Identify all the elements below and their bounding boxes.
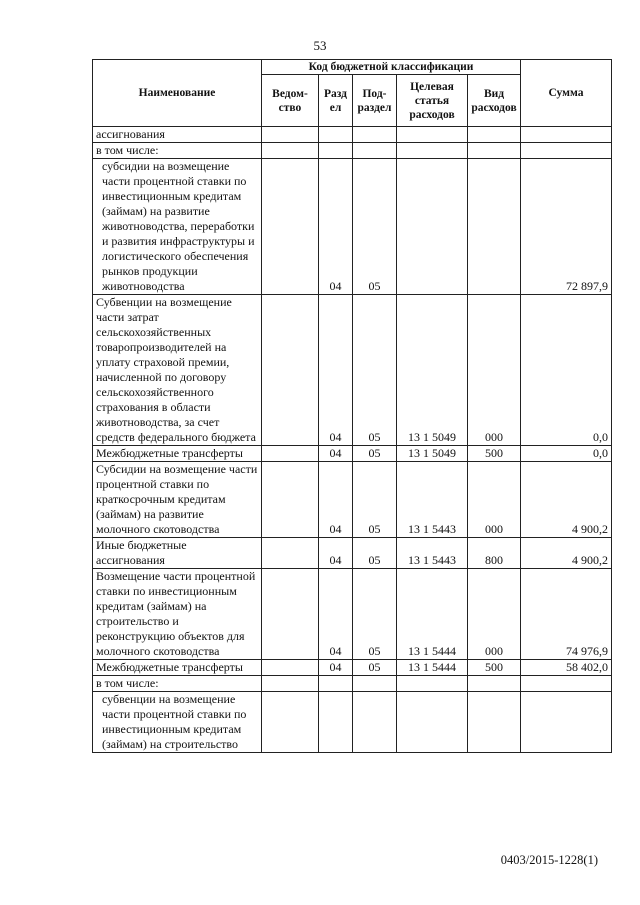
cell-vid-raskhodov xyxy=(468,159,521,295)
document-code: 0403/2015-1228(1) xyxy=(500,853,598,867)
table-row xyxy=(93,127,612,143)
cell-sum: 74 976,9 xyxy=(521,569,612,660)
table-row xyxy=(93,143,612,159)
cell-podrazdel: 05 xyxy=(353,295,397,446)
cell-razdel: 04 xyxy=(319,295,353,446)
cell-sum xyxy=(521,127,612,143)
cell-vedomstvo xyxy=(262,462,319,538)
cell-sum: 0,0 xyxy=(521,446,612,462)
cell-podrazdel: 05 xyxy=(353,446,397,462)
table-row xyxy=(93,538,612,569)
page-number: 53 xyxy=(313,38,327,53)
cell-tselevaya-statya: 13 1 5444 xyxy=(397,569,468,660)
table-row xyxy=(93,692,612,753)
cell-razdel xyxy=(319,143,353,159)
col-header-vid-raskhodov: Вид расходов xyxy=(468,75,521,127)
cell-podrazdel xyxy=(353,127,397,143)
table-row xyxy=(93,676,612,692)
cell-tselevaya-statya xyxy=(397,127,468,143)
cell-sum xyxy=(521,676,612,692)
col-header-podrazdel: Под-раздел xyxy=(353,75,397,127)
col-header-sum: Сумма xyxy=(521,60,612,127)
cell-sum xyxy=(521,143,612,159)
cell-vedomstvo xyxy=(262,660,319,676)
cell-razdel xyxy=(319,127,353,143)
cell-tselevaya-statya: 13 1 5049 xyxy=(397,295,468,446)
cell-vid-raskhodov: 000 xyxy=(468,569,521,660)
table-body xyxy=(93,127,612,753)
cell-vedomstvo xyxy=(262,143,319,159)
table-row xyxy=(93,159,612,295)
table-row xyxy=(93,446,612,462)
cell-vedomstvo xyxy=(262,127,319,143)
cell-vid-raskhodov: 000 xyxy=(468,295,521,446)
cell-sum: 72 897,9 xyxy=(521,159,612,295)
cell-name: субсидии на возмещение части процентной ставки по инвестиционным кредитам (займам) на развитие животноводства, переработки и развития инфраструктуры и логистического обеспечения рынков продукции животноводства xyxy=(93,159,262,295)
cell-sum: 4 900,2 xyxy=(521,538,612,569)
cell-name: Межбюджетные трансферты xyxy=(93,446,262,462)
cell-sum: 4 900,2 xyxy=(521,462,612,538)
cell-name: Субсидии на возмещение части процентной ставки по краткосрочным кредитам (займам) на развитие молочного скотоводства xyxy=(93,462,262,538)
cell-vid-raskhodov xyxy=(468,127,521,143)
cell-tselevaya-statya xyxy=(397,692,468,753)
cell-podrazdel: 05 xyxy=(353,660,397,676)
cell-podrazdel: 05 xyxy=(353,538,397,569)
cell-sum: 58 402,0 xyxy=(521,660,612,676)
cell-podrazdel: 05 xyxy=(353,159,397,295)
col-header-name: Наименование xyxy=(93,60,262,127)
cell-vedomstvo xyxy=(262,676,319,692)
cell-name: в том числе: xyxy=(93,676,262,692)
cell-tselevaya-statya xyxy=(397,676,468,692)
cell-tselevaya-statya xyxy=(397,143,468,159)
cell-vedomstvo xyxy=(262,159,319,295)
cell-tselevaya-statya: 13 1 5049 xyxy=(397,446,468,462)
cell-vid-raskhodov xyxy=(468,692,521,753)
cell-vedomstvo xyxy=(262,538,319,569)
cell-razdel xyxy=(319,676,353,692)
cell-name: ассигнования xyxy=(93,127,262,143)
col-header-razdel: Разд ел xyxy=(319,75,353,127)
cell-vedomstvo xyxy=(262,446,319,462)
cell-sum xyxy=(521,692,612,753)
cell-vid-raskhodov xyxy=(468,143,521,159)
cell-podrazdel: 05 xyxy=(353,569,397,660)
cell-vid-raskhodov: 500 xyxy=(468,446,521,462)
cell-tselevaya-statya: 13 1 5444 xyxy=(397,660,468,676)
cell-podrazdel xyxy=(353,143,397,159)
col-header-classification: Код бюджетной классификации xyxy=(262,60,521,75)
cell-vedomstvo xyxy=(262,692,319,753)
cell-vedomstvo xyxy=(262,295,319,446)
cell-podrazdel xyxy=(353,692,397,753)
cell-name: Иные бюджетные ассигнования xyxy=(93,538,262,569)
table-row xyxy=(93,569,612,660)
cell-razdel: 04 xyxy=(319,538,353,569)
cell-vid-raskhodov: 000 xyxy=(468,462,521,538)
cell-sum: 0,0 xyxy=(521,295,612,446)
cell-podrazdel: 05 xyxy=(353,462,397,538)
cell-razdel: 04 xyxy=(319,159,353,295)
cell-tselevaya-statya: 13 1 5443 xyxy=(397,538,468,569)
cell-vid-raskhodov xyxy=(468,676,521,692)
cell-razdel: 04 xyxy=(319,462,353,538)
cell-razdel xyxy=(319,692,353,753)
cell-razdel: 04 xyxy=(319,446,353,462)
cell-vid-raskhodov: 800 xyxy=(468,538,521,569)
table-row xyxy=(93,660,612,676)
col-header-vedomstvo: Ведом-ство xyxy=(262,75,319,127)
col-header-tselevaya-statya: Целевая статья расходов xyxy=(397,75,468,127)
cell-tselevaya-statya: 13 1 5443 xyxy=(397,462,468,538)
cell-razdel: 04 xyxy=(319,569,353,660)
cell-razdel: 04 xyxy=(319,660,353,676)
table-row xyxy=(93,462,612,538)
cell-vid-raskhodov: 500 xyxy=(468,660,521,676)
cell-name: Субвенции на возмещение части затрат сельскохозяйственных товаропроизводителей на уплату страховой премии, начисленной по договору сельскохозяйственного страхования в области животноводства, за счет средств федерального бюджета xyxy=(93,295,262,446)
cell-name: Межбюджетные трансферты xyxy=(93,660,262,676)
cell-podrazdel xyxy=(353,676,397,692)
table-row xyxy=(93,295,612,446)
budget-table xyxy=(92,59,612,753)
cell-vedomstvo xyxy=(262,569,319,660)
cell-tselevaya-statya xyxy=(397,159,468,295)
cell-name: субвенции на возмещение части процентной ставки по инвестиционным кредитам (займам) на строительство xyxy=(93,692,262,753)
cell-name: Возмещение части процентной ставки по инвестиционным кредитам (займам) на строительство и реконструкцию объектов для молочного скотоводства xyxy=(93,569,262,660)
cell-name: в том числе: xyxy=(93,143,262,159)
